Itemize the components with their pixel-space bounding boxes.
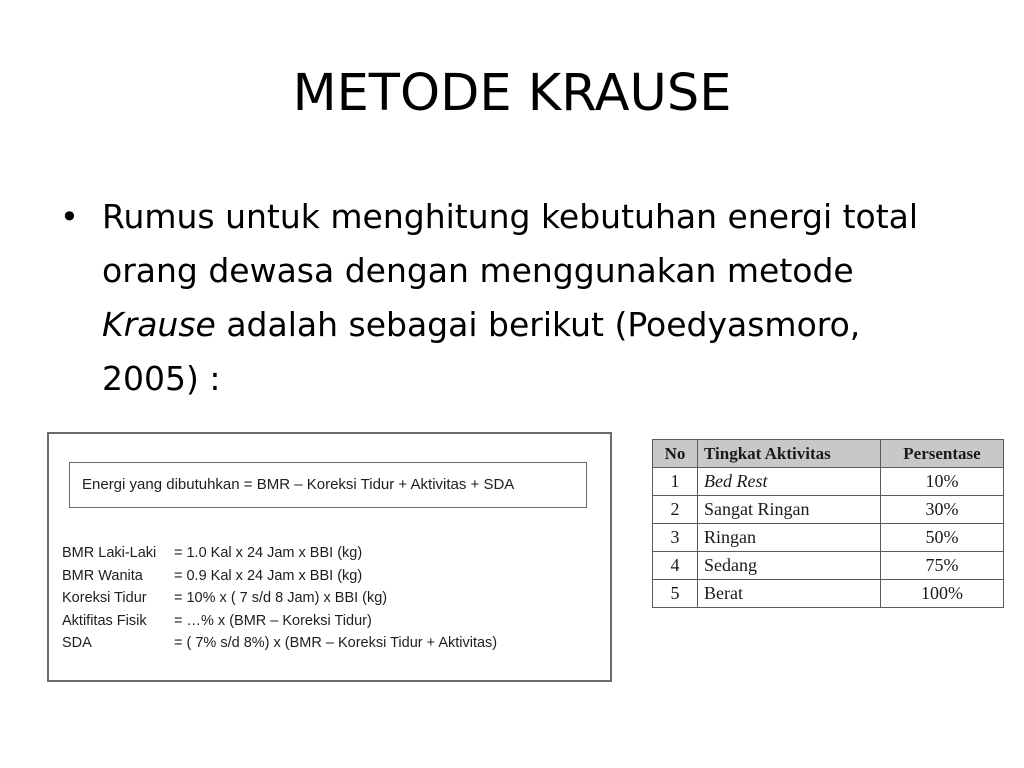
definition-term: BMR Laki-Laki [62,545,157,561]
cell-activity: Bed Rest [698,468,881,496]
definition-term: Aktifitas Fisik [62,612,147,629]
table-row [653,468,1004,496]
table-row [653,580,1004,608]
bullet-dot-icon: • [60,198,79,236]
bullet-text-italic: Krause [102,305,216,344]
definition-expression: = …% x (BMR – Koreksi Tidur) [174,612,372,629]
definition-expression: = 1.0 Kal x 24 Jam x BBI (kg) [174,545,363,561]
definition-term: BMR Wanita [62,567,143,584]
slide-title: METODE KRAUSE [292,64,732,123]
definition-expression: = ( 7% s/d 8%) x (BMR – Koreksi Tidur + Aktivitas) [174,635,498,651]
cell-activity: Ringan [698,524,881,552]
table-header-row [653,440,1004,468]
table-row [653,496,1004,524]
activity-level-table [652,439,1004,608]
cell-percentage: 50% [881,524,1004,552]
cell-no: 2 [653,496,698,524]
cell-no: 3 [653,524,698,552]
bullet-text [102,190,932,406]
cell-no: 5 [653,580,698,608]
cell-no: 1 [653,468,698,496]
bullet-text-part1: Rumus untuk menghitung kebutuhan energi total orang dewasa dengan menggunakan metode [102,197,919,290]
column-header-activity: Tingkat Aktivitas [698,440,881,468]
column-header-percentage: Persentase [881,440,1004,468]
formula-definitions [62,542,497,655]
cell-activity: Sangat Ringan [698,496,881,524]
cell-activity: Sedang [698,552,881,580]
definition-row [62,610,497,633]
definition-row [62,632,497,655]
table-row [653,524,1004,552]
bullet-paragraph [60,190,960,406]
definition-expression: = 10% x ( 7 s/d 8 Jam) x BBI (kg) [174,590,388,606]
bullet-text-part2: adalah sebagai berikut (Poedyasmoro, 2005) : [102,305,861,398]
table-row [653,552,1004,580]
definition-expression: = 0.9 Kal x 24 Jam x BBI (kg) [174,567,363,584]
cell-percentage: 100% [881,580,1004,608]
cell-percentage: 75% [881,552,1004,580]
definition-term: Koreksi Tidur [62,590,147,606]
cell-percentage: 10% [881,468,1004,496]
definition-row [62,587,497,610]
cell-no: 4 [653,552,698,580]
column-header-no: No [653,440,698,468]
formula-image [47,432,612,682]
definition-term: SDA [62,635,92,651]
definition-row [62,542,497,565]
main-formula: Energi yang dibutuhkan = BMR – Koreksi Tidur + Aktivitas + SDA [69,462,587,508]
cell-activity: Berat [698,580,881,608]
definition-row [62,565,497,588]
cell-percentage: 30% [881,496,1004,524]
